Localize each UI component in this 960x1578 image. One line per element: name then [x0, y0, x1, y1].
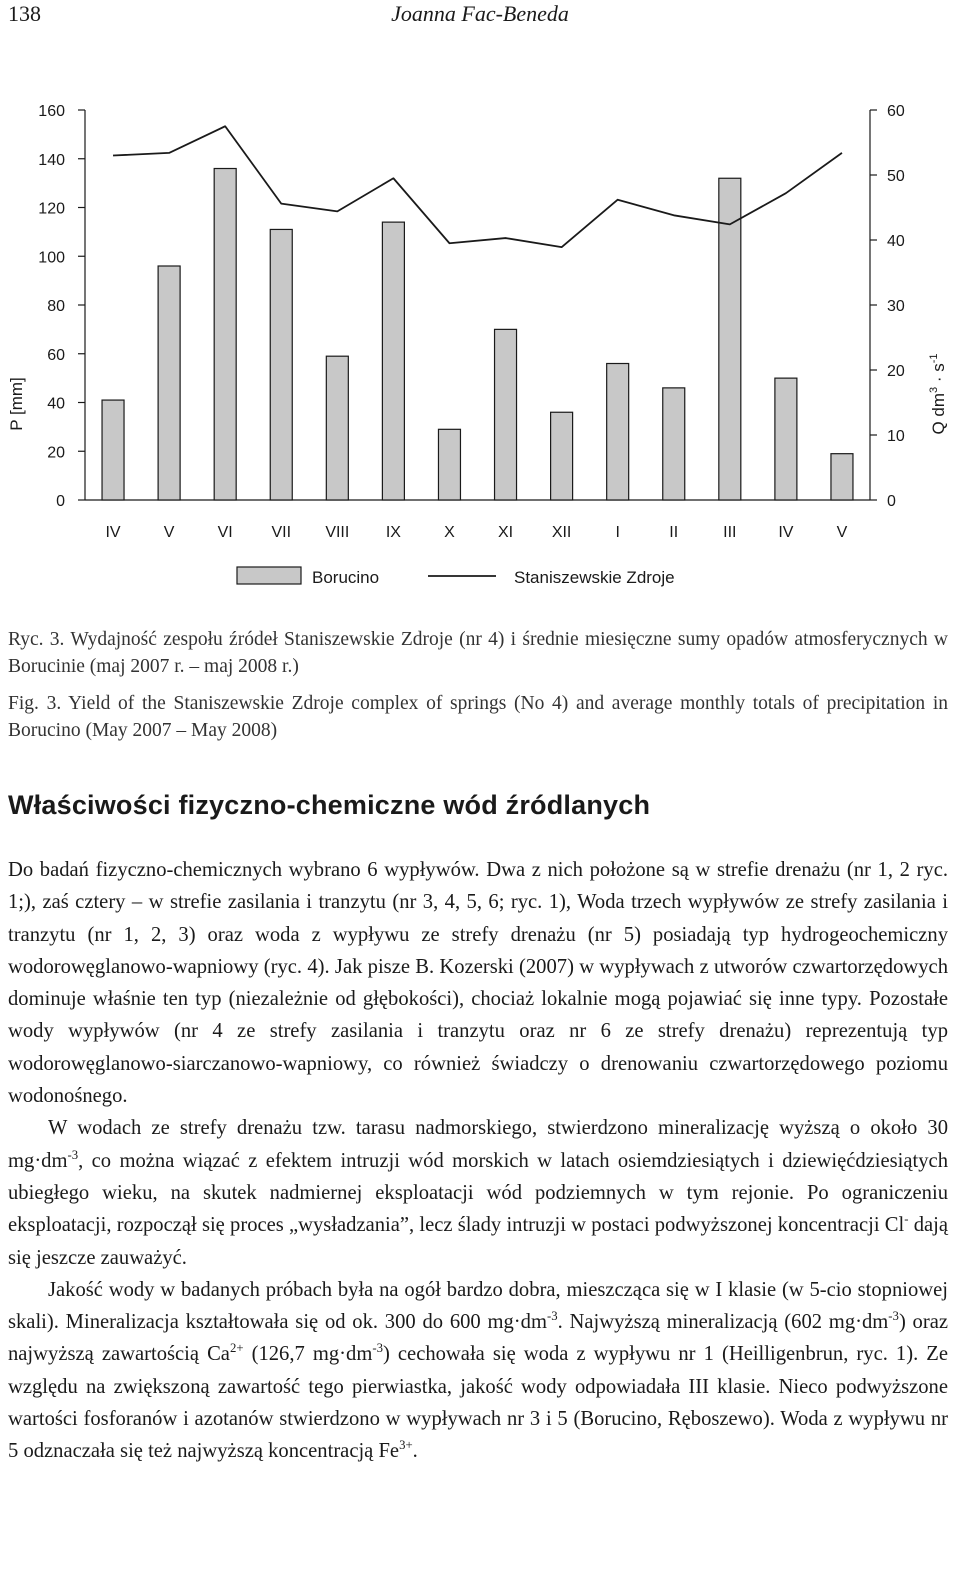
chart-legend — [237, 567, 675, 587]
right-tick-label: 30 — [887, 298, 905, 315]
x-tick-label: VI — [217, 524, 233, 541]
x-tick-label: IV — [778, 524, 794, 541]
y-tick-label: 60 — [47, 346, 65, 364]
x-tick-label: X — [444, 524, 455, 541]
right-tick-label: 10 — [887, 428, 905, 445]
x-tick-label: III — [723, 524, 737, 541]
section-heading: Właściwości fizyczno-chemiczne wód źródlanych — [8, 790, 651, 820]
x-axis-ticks — [105, 524, 847, 541]
body-text — [8, 854, 948, 1468]
precipitation-bar — [438, 429, 460, 500]
page-number: 138 — [8, 1, 41, 26]
x-tick-label: V — [163, 524, 175, 541]
x-tick-label: VII — [271, 524, 292, 541]
x-tick-label: XI — [497, 524, 514, 541]
legend-line-label: Staniszewskie Zdroje — [514, 568, 675, 587]
x-tick-label: II — [669, 524, 679, 541]
precipitation-bar — [214, 169, 236, 501]
y-tick-label: 40 — [47, 395, 65, 413]
precipitation-bar — [551, 412, 573, 500]
precipitation-bar — [719, 178, 741, 500]
precipitation-bar — [326, 356, 348, 500]
running-head-author: Joanna Fac-Beneda — [391, 1, 569, 26]
paragraph: Jakość wody w badanych próbach była na ogół bardzo dobra, mieszcząca się w I klasie (w 5-cio stopniowej skali). Mineralizacja kształtowała się od ok. 300 do 600 $mg\cdot dm^{-3}$. Najwyższą mineralizacją (602 $mg\cdot dm^{-3}$) oraz najwyższą zawartością $Ca^{2+}$ (126,7 $mg\cdot dm^{-3}$) cechowała się woda z wypływu nr 1 (Heilligenbrun, ryc. 1). Ze względu na zwiększoną zawartość tego pierwiastka, jakość wody odpowiadała III klasie. Nieco podwyższone wartości fosforanów i azotanów stwierdzono w wypływach nr 3 i 5 (Borucino, Ręboszewo). Woda z wypływu nr 5 odznaczała się też najwyższą koncentracją $Fe^{3+}$. — [8, 1278, 949, 1463]
right-tick-label: 40 — [887, 233, 905, 250]
right-y-axis — [870, 103, 905, 510]
y-tick-label: 20 — [47, 444, 65, 462]
x-tick-label: V — [836, 524, 848, 541]
figure-caption-english: Fig. 3. Yield of the Staniszewskie Zdroje complex of springs (No 4) and average monthly totals of precipitation in Borucino (May 2007 – May 2008) — [8, 693, 948, 741]
precipitation-bar — [158, 266, 180, 500]
x-tick-label: IV — [105, 524, 121, 541]
precipitation-bar — [663, 388, 685, 500]
x-tick-label: VIII — [325, 524, 350, 541]
page-header — [0, 0, 960, 30]
paragraph: Do badań fizyczno-chemicznych wybrano 6 wypływów. Dwa z nich położone są w strefie drenażu (nr 1, 2 ryc. 1;), zaś cztery – w strefie zasilania i tranzytu (nr 3, 4, 5, 6; ryc. 1), Woda trzech wypływów ze strefy zasilania i tranzytu (nr 1, 2, 3) oraz woda z wypływu ze strefy drenażu (nr 5) posiadają typ hydrogeochemiczny wodorowęglanowo-wapniowy (ryc. 4). Jak pisze B. Kozerski (2007) w wypływach z utworów czwartorzędowych dominuje właśnie ten typ (niezależnie od głębokości), chociaż lokalnie mogą pojawiać się inne typy. Pozostałe wody wypływów (nr 4 ze strefy zasilania i tranzytu oraz nr 6 ze strefy drenażu) reprezentują typ wodorowęglanowo-siarczanowo-wapniowy, co również świadczy o drenowaniu czwartorzędowego poziomu wodonośnego. — [8, 859, 948, 1108]
precipitation-bar — [495, 329, 517, 500]
right-y-axis-label: Q $dm^3 \cdot s^{-1}$ — [928, 353, 948, 435]
x-tick-label: XII — [551, 524, 572, 541]
right-tick-label: 60 — [887, 103, 905, 120]
y-axis-label: P [mm] — [7, 377, 26, 431]
y-tick-label: 0 — [56, 493, 65, 510]
precipitation-bar — [775, 378, 797, 500]
precipitation-yield-chart — [0, 90, 960, 600]
x-tick-label: I — [615, 524, 620, 541]
legend-bar-swatch — [237, 567, 301, 584]
legend-bar-label: Borucino — [312, 568, 380, 587]
y-tick-label: 100 — [38, 249, 65, 267]
y-tick-label: 80 — [47, 298, 65, 315]
right-tick-label: 0 — [887, 493, 896, 510]
precipitation-bar — [270, 229, 292, 500]
x-tick-label: IX — [385, 524, 401, 541]
precipitation-bar — [607, 364, 629, 501]
precipitation-bar — [831, 454, 853, 500]
paragraph: W wodach ze strefy drenażu tzw. tarasu nadmorskiego, stwierdzono mineralizację wyższą o około 30 $mg\cdot dm^{-3}$, co można wiązać z efektem intruzji wód morskich w latach osiemdziesiątych i dziewięćdziesiątych ubiegłego wieku, na skutek nadmiernej eksploatacji wód podziemnych w tym rejonie. Po ograniczeniu eksploatacji, rozpoczął się proces „wysładzania”, lecz ślady intruzji w postaci podwyższonej koncentracji Cl- dają się jeszcze zauważyć. — [8, 1117, 948, 1269]
right-tick-label: 50 — [887, 168, 905, 185]
figure-caption-polish: Ryc. 3. Wydajność zespołu źródeł Staniszewskie Zdroje (nr 4) i średnie miesięczne sumy opadów atmosferycznych w Borucinie (maj 2007 r. – maj 2008 r.) — [8, 629, 948, 677]
y-tick-label: 160 — [38, 103, 65, 120]
precipitation-bar — [102, 400, 124, 500]
y-tick-label: 120 — [38, 200, 65, 218]
y-tick-label: 140 — [38, 151, 65, 169]
right-tick-label: 20 — [887, 363, 905, 380]
precipitation-bar — [382, 222, 404, 500]
